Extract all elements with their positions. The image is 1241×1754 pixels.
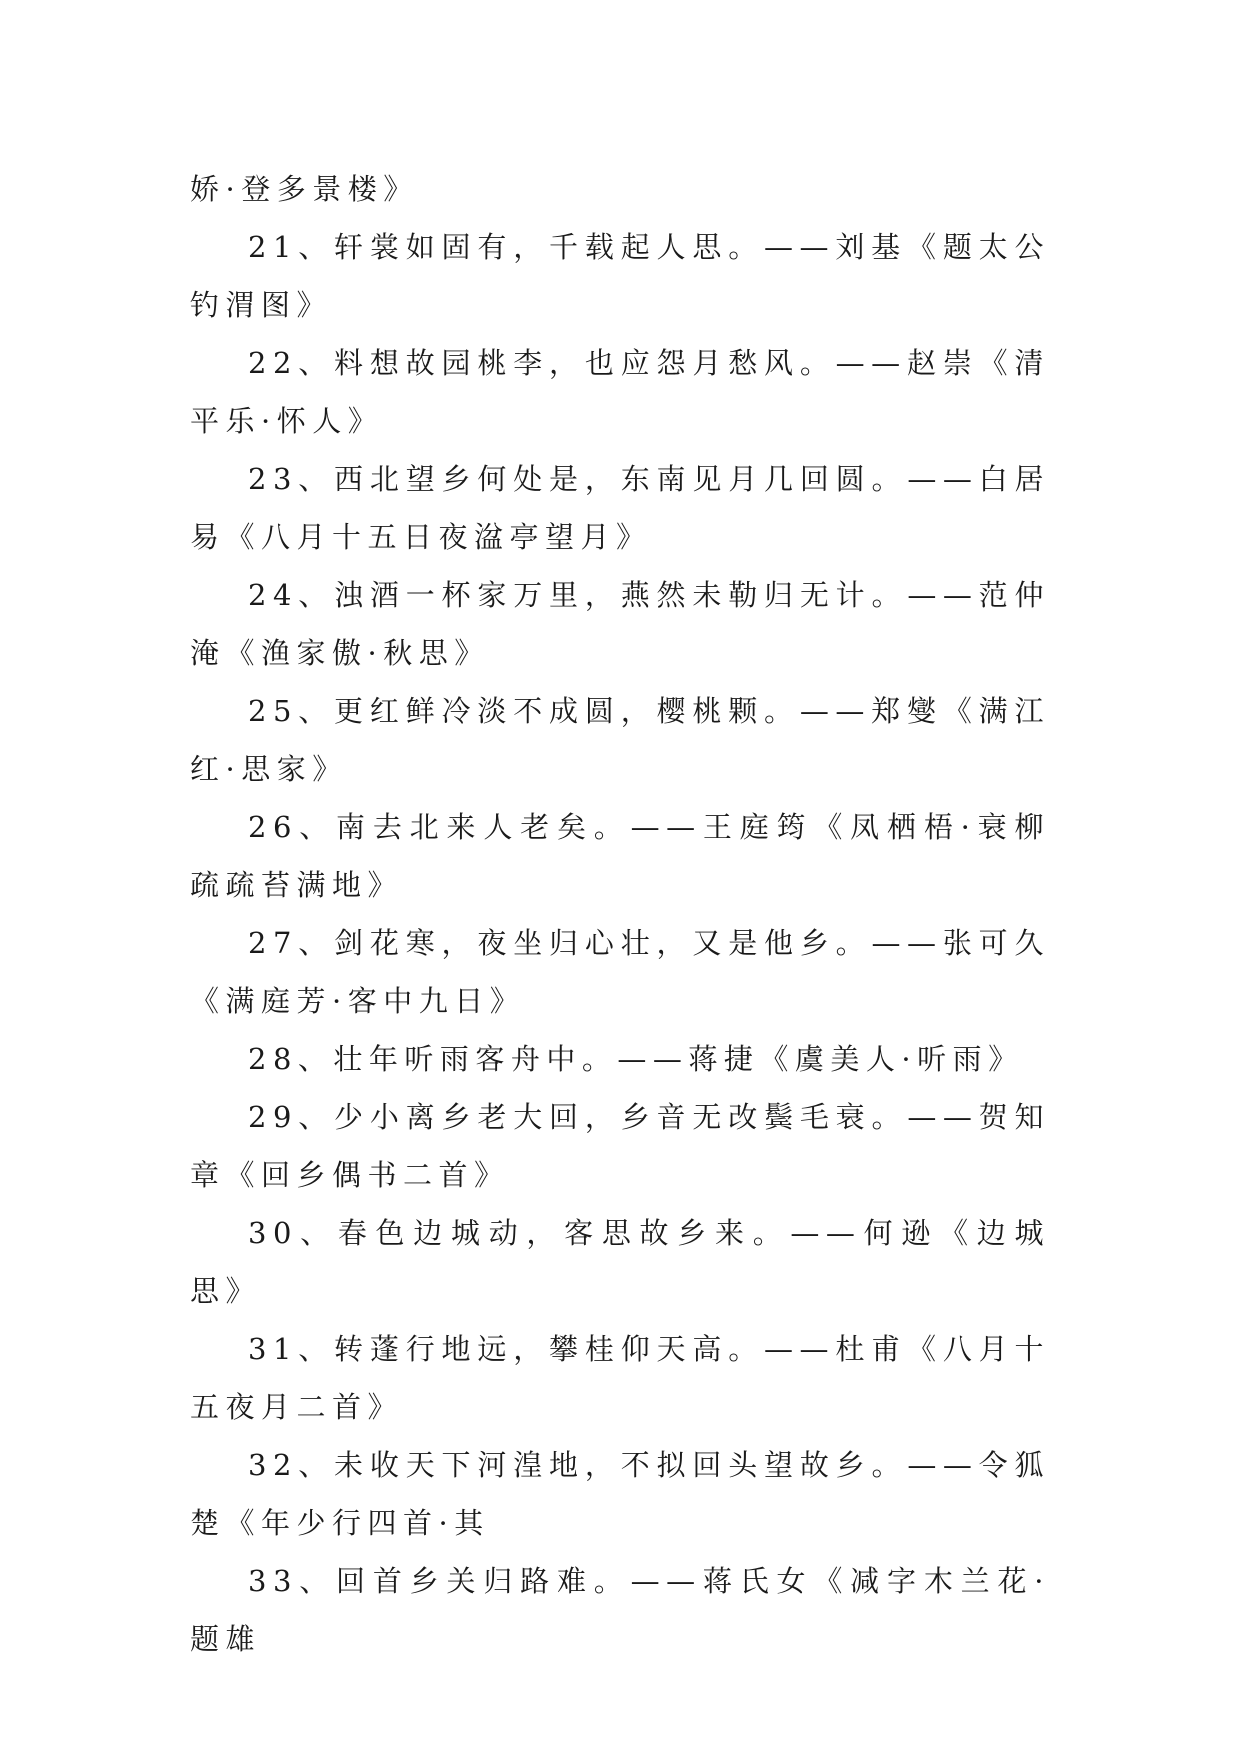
paragraph-23: 23、西北望乡何处是，东南见月几回圆。——白居易《八月十五日夜湓亭望月》 [190, 462, 1050, 554]
paragraph-28: 28、壮年听雨客舟中。——蒋捷《虞美人·听雨》 [248, 1042, 1024, 1076]
paragraph-29: 29、少小离乡老大回，乡音无改鬓毛衰。——贺知章《回乡偶书二首》 [190, 1100, 1050, 1192]
paragraph-24: 24、浊酒一杯家万里，燕然未勒归无计。——范仲淹《渔家傲·秋思》 [190, 578, 1050, 670]
paragraph-26: 26、南去北来人老矣。——王庭筠《凤栖梧·衰柳疏疏苔满地》 [190, 810, 1050, 902]
paragraph-21: 21、轩裳如固有，千载起人思。——刘基《题太公钓渭图》 [190, 230, 1050, 322]
paragraph-22: 22、料想故园桃李，也应怨月愁风。——赵崇《清平乐·怀人》 [190, 346, 1050, 438]
document-body [190, 160, 1050, 1668]
paragraph-27: 27、剑花寒，夜坐归心壮，又是他乡。——张可久《满庭芳·客中九日》 [190, 926, 1050, 1018]
paragraph-30: 30、春色边城动，客思故乡来。——何逊《边城思》 [190, 1216, 1050, 1308]
paragraph-continuation: 娇·登多景楼》 [190, 172, 419, 206]
paragraph-32: 32、未收天下河湟地，不拟回头望故乡。——令狐楚《年少行四首·其 [190, 1448, 1050, 1540]
paragraph-25: 25、更红鲜冷淡不成圆，樱桃颗。——郑燮《满江红·思家》 [190, 694, 1050, 786]
paragraph-31: 31、转蓬行地远，攀桂仰天高。——杜甫《八月十五夜月二首》 [190, 1332, 1050, 1424]
paragraph-33: 33、回首乡关归路难。——蒋氏女《减字木兰花·题雄 [190, 1564, 1050, 1656]
